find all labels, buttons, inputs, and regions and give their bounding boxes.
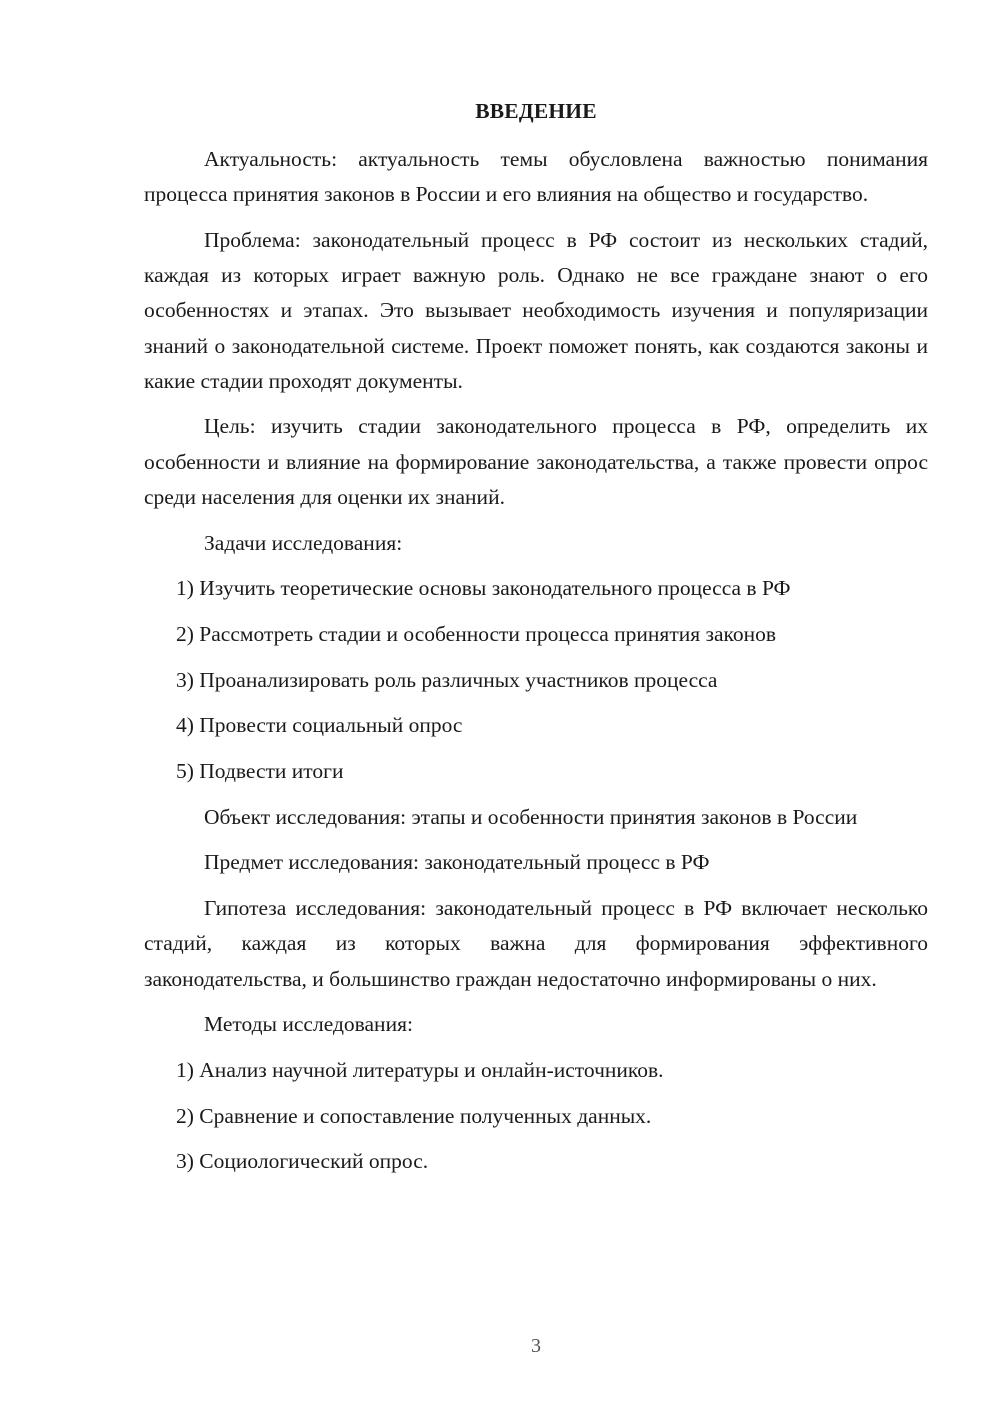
list-item: 5) Подвести итоги — [176, 759, 344, 784]
list-item: 2) Рассмотреть стадии и особенности процесса принятия законов — [176, 621, 777, 646]
list-item: 3) Проанализировать роль различных участников процесса — [176, 667, 718, 692]
relevance-paragraph: Актуальность: актуальность темы обусловлена важностью понимания процесса принятия законов в России и его влияния на общество и государство. — [144, 147, 928, 207]
methods-list — [144, 1053, 928, 1180]
problem-paragraph: Проблема: законодательный процесс в РФ состоит из нескольких стадий, каждая из которых играет важную роль. Однако не все граждане знают о его особенностях и этапах. Это вызывает необходимость изучения и популяризации знаний о законодательной системе. Проект поможет понять, как создаются законы и какие стадии проходят документы. — [144, 227, 928, 393]
subject-paragraph: Предмет исследования: законодательный процесс в РФ — [204, 850, 710, 875]
page-number: 3 — [531, 1335, 541, 1357]
document-body — [144, 142, 928, 1190]
list-item: 1) Изучить теоретические основы законодательного процесса в РФ — [176, 576, 791, 601]
tasks-title: Задачи исследования: — [204, 530, 403, 555]
list-item: 1) Анализ научной литературы и онлайн-источников. — [176, 1057, 664, 1082]
hypothesis-paragraph: Гипотеза исследования: законодательный процесс в РФ включает несколько стадий, каждая из которых важна для формирования эффективного законодательства, и большинство граждан недостаточно информированы о них. — [144, 896, 928, 991]
methods-title: Методы исследования: — [204, 1012, 413, 1037]
list-item: 2) Сравнение и сопоставление полученных данных. — [176, 1103, 652, 1128]
list-item: 3) Социологический опрос. — [176, 1149, 429, 1174]
tasks-list — [144, 571, 928, 789]
object-paragraph: Объект исследования: этапы и особенности принятия законов в России — [204, 804, 858, 829]
list-item: 4) Провести социальный опрос — [176, 713, 463, 738]
goal-paragraph: Цель: изучить стадии законодательного процесса в РФ, определить их особенности и влияние на формирование законодательства, а также провести опрос среди населения для оценки их знаний. — [144, 414, 928, 509]
document-page — [144, 0, 928, 1414]
section-heading: ВВЕДЕНИЕ — [475, 99, 597, 123]
